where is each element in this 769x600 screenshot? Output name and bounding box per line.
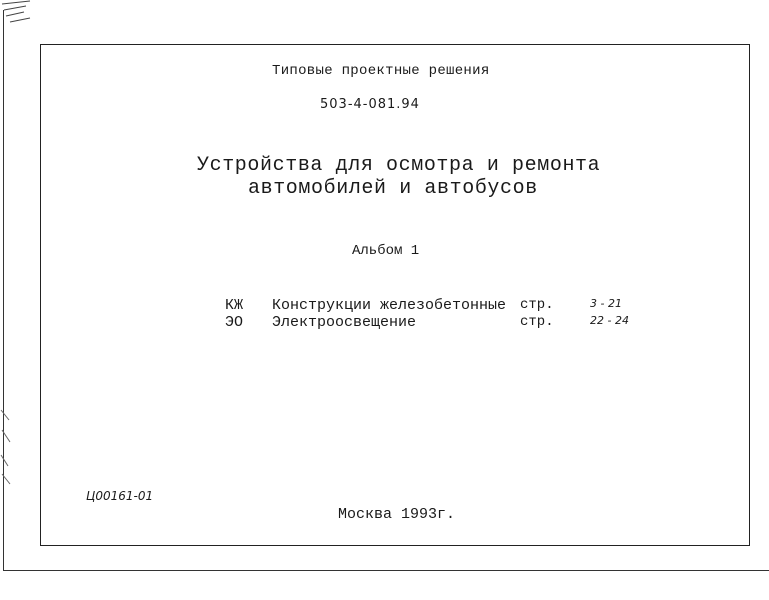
contents-name: Электроосвещение	[272, 314, 417, 331]
archive-stamp-code: Ц00161-01	[86, 489, 154, 503]
edge-marks	[0, 400, 12, 490]
contents-page-label: стр.	[520, 314, 554, 330]
album-label: Альбом 1	[352, 243, 420, 259]
inner-frame	[40, 44, 750, 546]
contents-code: ЭО	[225, 314, 244, 331]
contents-pages: 3 - 21	[590, 297, 622, 310]
contents-page-label: стр.	[520, 297, 554, 313]
corner-scribble	[0, 0, 40, 30]
place-and-year: Москва 1993г.	[338, 506, 456, 523]
document-number: 503-4-081.94	[320, 97, 420, 112]
series-title: Типовые проектные решения	[272, 63, 490, 79]
document-title-line-1: Устройства для осмотра и ремонта	[197, 154, 601, 177]
document-title-line-2: автомобилей и автобусов	[248, 177, 538, 200]
contents-code: КЖ	[225, 297, 244, 314]
contents-pages: 22 - 24	[590, 314, 629, 327]
contents-name: Конструкции железобетонные	[272, 297, 507, 314]
